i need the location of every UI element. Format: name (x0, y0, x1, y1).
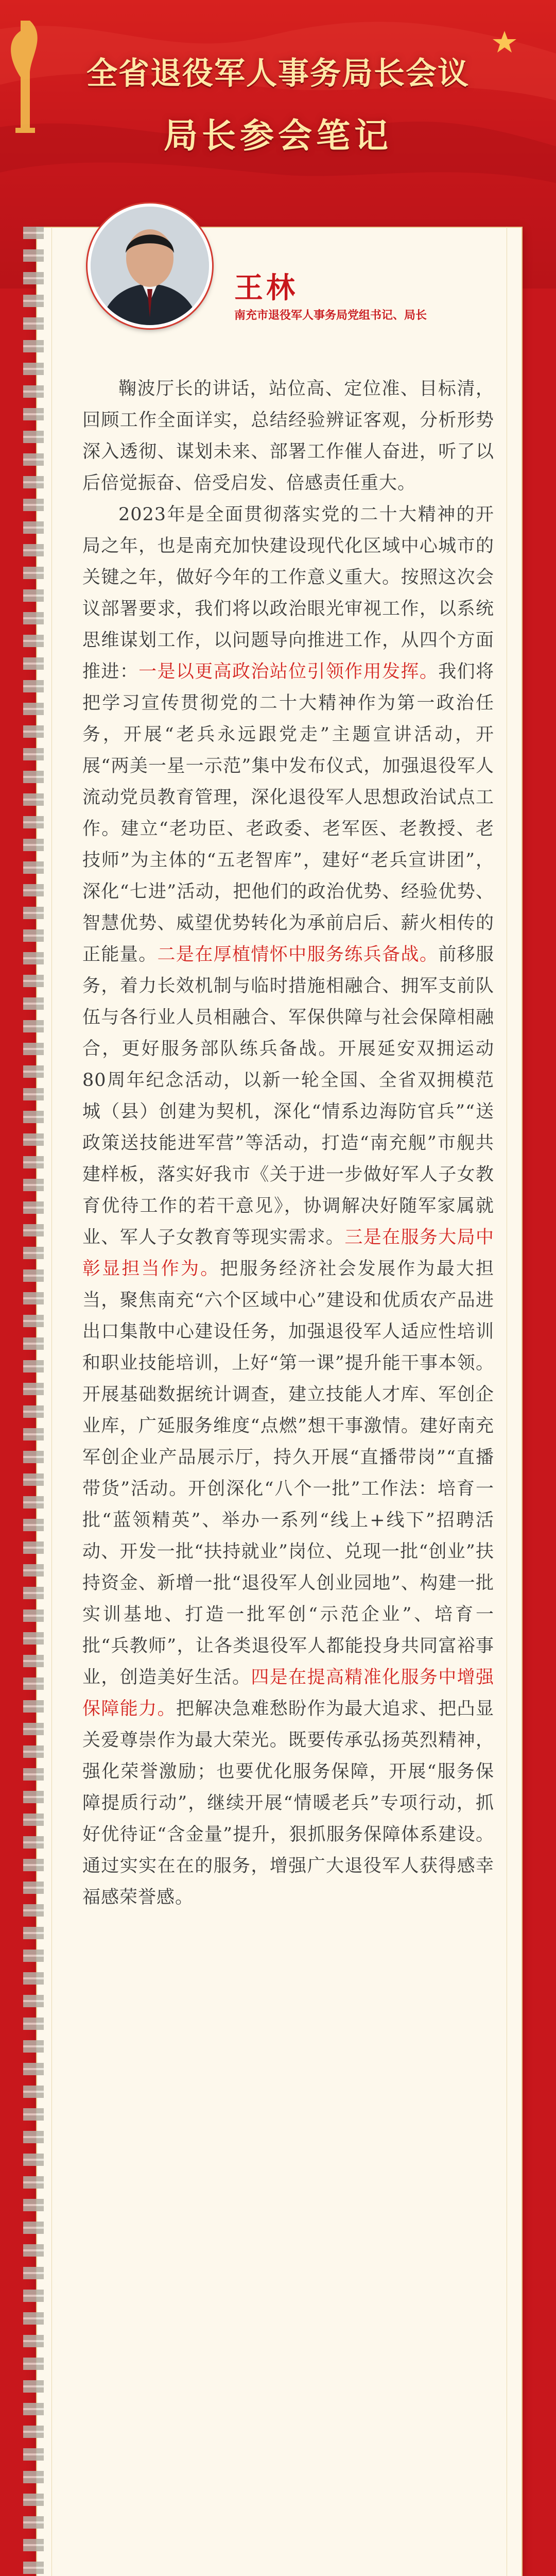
text-segment: 把服务经济社会发展作为最大担当，聚焦南充“六个区域中心”建设和优质农产品进出口集散中心建设任务，加强退役军人适应性培训和职业技能培训，上好“第一课”提升能干事本领。开展基础数据统计调查，建立技能人才库、军创企业库，广延服务维度“点燃”想干事激情。建好南充军创企业产品展示厅，持久开展“直播带岗”“直播带货”活动。开创深化“八个一批”工作法：培育一批“蓝领精英”、举办一系列“线上+线下”招聘活动、开发一批“扶持就业”岗位、兑现一批“创业”扶持资金、新增一批“退役军人创业园地”、构建一批实训基地、打造一批军创“示范企业”、培育一批“兵教师”，让各类退役军人都能投身共同富裕事业，创造美好生活。 (82, 1259, 494, 1688)
text-segment: 2023年是全面贯彻落实党的二十大精神的开局之年，也是南充加快建设现代化区域中心城市的关键之年，做好今年的工作意义重大。按照这次会议部署要求，我们将以政治眼光审视工作，以系统思维谋划工作，以问题导向推进工作，从四个方面推进： (82, 504, 494, 682)
highlight-point-3: 三是在服务大局中彰显担当作为。 (82, 1227, 494, 1279)
avatar (88, 204, 212, 328)
highlight-point-2: 二是在厚植情怀中服务练兵备战。 (157, 944, 439, 965)
article-body (82, 374, 494, 1913)
page-subtitle: 局长参会笔记 (164, 116, 392, 156)
highlight-point-1: 一是以更高政治站位引领作用发挥。 (138, 662, 439, 682)
paragraph-intro: 鞠波厅长的讲话，站位高、定位准、目标清，回顾工作全面详实，总结经验辨证客观，分析形势深入透彻、谋划未来、部署工作催人奋进，听了以后倍觉振奋、倍受启发、倍感责任重大。 (82, 379, 494, 494)
text-segment: 我们将把学习宣传贯彻党的二十大精神作为第一政治任务，开展“老兵永远跟党走”主题宣讲活动，开展“两美一星一示范”集中发布仪式，加强退役军人流动党员教育管理，深化退役军人思想政治试点工作。建立“老功臣、老政委、老军医、老教授、老技师”为主体的“五老智库”，建好“老兵宣讲团”，深化“七进”活动，把他们的政治优势、经验优势、智慧优势、威望优势转化为承前启后、薪火相传的正能量。 (82, 662, 494, 965)
text-segment: 前移服务，着力长效机制与临时措施相融合、拥军支前队伍与各行业人员相融合、军保供障与社会保障相融合，更好服务部队练兵备战。开展延安双拥运动80周年纪念活动，以新一轮全国、全省双拥模范城（县）创建为契机，深化“情系边海防官兵”“送政策送技能进军营”等活动，打造“南充舰”市舰共建样板，落实好我市《关于进一步做好军人子女教育优待工作的若干意见》，协调解决好随军家属就业、军人子女教育等现实需求。 (82, 944, 494, 1248)
text-segment: 把解决急难愁盼作为最大追求、把凸显关爱尊崇作为最大荣光。既要传承弘扬英烈精神，强化荣誉激励；也要优化服务保障，开展“服务保障提质行动”，继续开展“情暖老兵”专项行动，抓好优待证“含金量”提升，狠抓服务保障体系建设。通过实实在在的服务，增强广大退役军人获得感幸福感荣誉感。 (82, 1699, 494, 1908)
author-name: 王林 (234, 272, 298, 305)
paragraph-main (82, 499, 494, 1913)
author-role: 南充市退役军人事务局党组书记、局长 (234, 309, 427, 322)
notebook-binding (23, 227, 44, 2576)
highlight-point-4: 四是在提高精准化服务中增强保障能力。 (82, 1667, 494, 1719)
page-title: 全省退役军人事务局长会议 (86, 56, 470, 92)
avatar-portrait (91, 207, 209, 325)
